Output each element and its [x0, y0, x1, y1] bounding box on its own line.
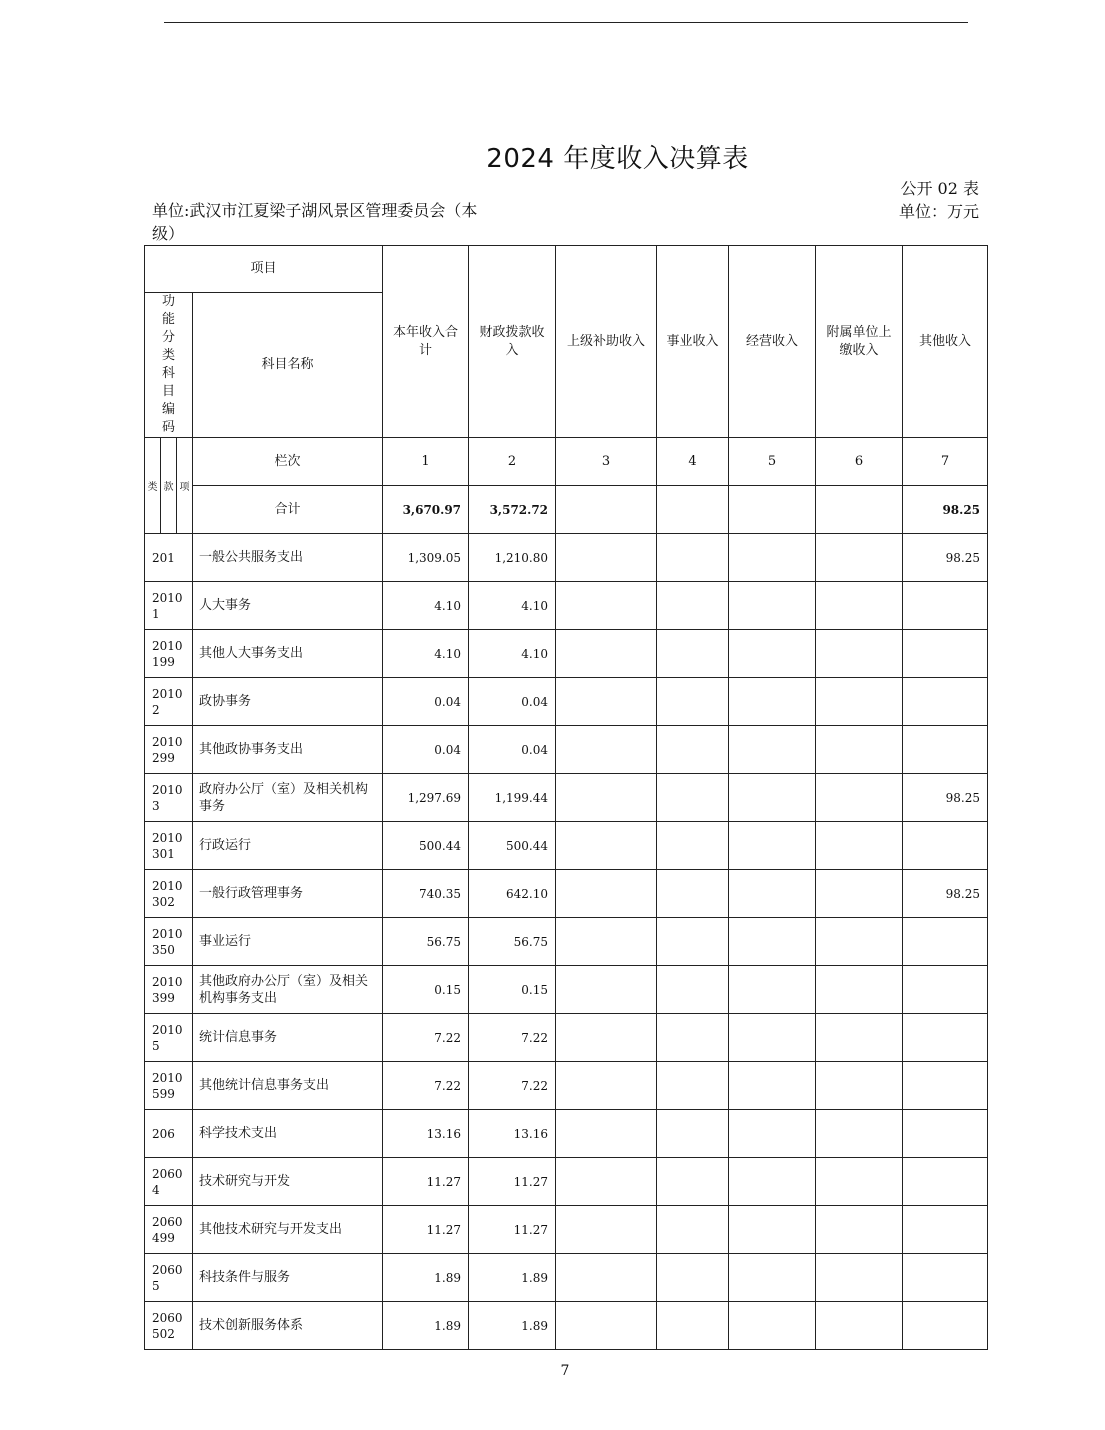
row-operating-income	[729, 1014, 816, 1062]
row-superior-subsidy	[556, 1110, 657, 1158]
row-code-text: 20604	[152, 1166, 183, 1197]
row-other-income	[903, 1206, 988, 1254]
row-code-text: 2060499	[152, 1214, 183, 1245]
row-business-income	[657, 534, 729, 582]
row-subject-name: 其他政府办公厅（室）及相关机构事务支出	[193, 966, 383, 1014]
row-code-text: 2010199	[152, 638, 183, 669]
row-total-income: 500.44	[383, 822, 469, 870]
row-other-income: 98.25	[903, 774, 988, 822]
row-total-income: 11.27	[383, 1158, 469, 1206]
table-row	[145, 870, 988, 918]
row-total-income: 11.27	[383, 1206, 469, 1254]
row-affiliated-income	[816, 918, 903, 966]
row-subject-name: 人大事务	[193, 582, 383, 630]
row-total-income: 1.89	[383, 1254, 469, 1302]
total-c6	[816, 486, 903, 534]
table-row	[145, 1110, 988, 1158]
lanci-7: 7	[903, 438, 988, 486]
row-total-income: 1,309.05	[383, 534, 469, 582]
header-project: 项目	[145, 246, 383, 293]
row-code	[145, 870, 193, 918]
row-other-income	[903, 1158, 988, 1206]
row-operating-income	[729, 774, 816, 822]
row-business-income	[657, 1062, 729, 1110]
row-business-income	[657, 582, 729, 630]
row-superior-subsidy	[556, 1062, 657, 1110]
table-row	[145, 1158, 988, 1206]
page-number: 7	[560, 1363, 570, 1379]
table-row	[145, 1254, 988, 1302]
row-total-income: 7.22	[383, 1014, 469, 1062]
row-total-income: 1,297.69	[383, 774, 469, 822]
row-other-income	[903, 966, 988, 1014]
row-operating-income	[729, 918, 816, 966]
row-business-income	[657, 966, 729, 1014]
row-code-text: 2010301	[152, 830, 183, 861]
row-operating-income	[729, 966, 816, 1014]
lanci-3: 3	[556, 438, 657, 486]
lanci-6: 6	[816, 438, 903, 486]
row-subject-name: 其他政协事务支出	[193, 726, 383, 774]
row-affiliated-income	[816, 1302, 903, 1350]
row-subject-name: 事业运行	[193, 918, 383, 966]
row-operating-income	[729, 1302, 816, 1350]
row-total-income: 740.35	[383, 870, 469, 918]
row-code-text: 20102	[152, 686, 183, 717]
row-business-income	[657, 774, 729, 822]
header-xiang: 项	[177, 438, 193, 534]
row-business-income	[657, 1302, 729, 1350]
row-code	[145, 822, 193, 870]
row-code-text: 2010350	[152, 926, 183, 957]
row-subject-name: 一般公共服务支出	[193, 534, 383, 582]
table-row	[145, 1302, 988, 1350]
row-operating-income	[729, 534, 816, 582]
row-other-income	[903, 1254, 988, 1302]
table-row	[145, 918, 988, 966]
row-total-income: 0.04	[383, 726, 469, 774]
page-title: 2024 年度收入决算表	[486, 144, 749, 174]
row-affiliated-income	[816, 1206, 903, 1254]
row-superior-subsidy	[556, 678, 657, 726]
row-business-income	[657, 630, 729, 678]
lanci-5: 5	[729, 438, 816, 486]
row-operating-income	[729, 726, 816, 774]
total-label: 合计	[193, 486, 383, 534]
row-subject-name: 行政运行	[193, 822, 383, 870]
row-total-income: 1.89	[383, 1302, 469, 1350]
row-fiscal-allocation: 1,199.44	[469, 774, 556, 822]
row-business-income	[657, 1254, 729, 1302]
row-business-income	[657, 870, 729, 918]
row-fiscal-allocation: 11.27	[469, 1158, 556, 1206]
row-subject-name: 政府办公厅（室）及相关机构事务	[193, 774, 383, 822]
row-fiscal-allocation: 0.04	[469, 678, 556, 726]
total-c5	[729, 486, 816, 534]
row-fiscal-allocation: 7.22	[469, 1014, 556, 1062]
row-code-text: 20605	[152, 1262, 183, 1293]
row-other-income	[903, 630, 988, 678]
row-fiscal-allocation: 1.89	[469, 1302, 556, 1350]
row-code	[145, 774, 193, 822]
row-business-income	[657, 1158, 729, 1206]
row-total-income: 4.10	[383, 630, 469, 678]
row-code	[145, 1254, 193, 1302]
row-affiliated-income	[816, 1062, 903, 1110]
row-superior-subsidy	[556, 630, 657, 678]
row-fiscal-allocation: 500.44	[469, 822, 556, 870]
row-superior-subsidy	[556, 1302, 657, 1350]
header-lanci: 栏次	[193, 438, 383, 486]
row-operating-income	[729, 822, 816, 870]
row-affiliated-income	[816, 966, 903, 1014]
row-other-income	[903, 1014, 988, 1062]
row-business-income	[657, 726, 729, 774]
table-row	[145, 630, 988, 678]
row-subject-name: 其他技术研究与开发支出	[193, 1206, 383, 1254]
row-code	[145, 918, 193, 966]
row-operating-income	[729, 630, 816, 678]
row-superior-subsidy	[556, 918, 657, 966]
header-subject-name: 科目名称	[193, 293, 383, 438]
row-code-text: 206	[152, 1126, 175, 1141]
row-code-text: 201	[152, 550, 175, 565]
total-c3	[556, 486, 657, 534]
table-row	[145, 1062, 988, 1110]
row-code	[145, 726, 193, 774]
row-superior-subsidy	[556, 534, 657, 582]
lanci-1: 1	[383, 438, 469, 486]
row-affiliated-income	[816, 1014, 903, 1062]
header-col5: 经营收入	[729, 246, 816, 438]
row-other-income: 98.25	[903, 870, 988, 918]
total-c7: 98.25	[903, 486, 988, 534]
row-operating-income	[729, 678, 816, 726]
row-operating-income	[729, 1254, 816, 1302]
header-kuan: 款	[161, 438, 177, 534]
row-superior-subsidy	[556, 582, 657, 630]
row-affiliated-income	[816, 870, 903, 918]
row-code	[145, 534, 193, 582]
header-col2: 财政拨款收入	[469, 246, 556, 438]
row-operating-income	[729, 1110, 816, 1158]
header-col7: 其他收入	[903, 246, 988, 438]
table-row	[145, 1014, 988, 1062]
income-settlement-table	[144, 245, 988, 1350]
row-code	[145, 1302, 193, 1350]
row-code-text: 20101	[152, 590, 183, 621]
row-subject-name: 技术创新服务体系	[193, 1302, 383, 1350]
row-superior-subsidy	[556, 966, 657, 1014]
header-func-code	[145, 293, 193, 438]
row-superior-subsidy	[556, 1206, 657, 1254]
row-subject-name: 政协事务	[193, 678, 383, 726]
table-row	[145, 1206, 988, 1254]
header-col6: 附属单位上缴收入	[816, 246, 903, 438]
row-affiliated-income	[816, 774, 903, 822]
top-rule	[164, 22, 968, 23]
row-business-income	[657, 1014, 729, 1062]
row-code-text: 20105	[152, 1022, 183, 1053]
row-subject-name: 其他人大事务支出	[193, 630, 383, 678]
table-row	[145, 534, 988, 582]
row-affiliated-income	[816, 1158, 903, 1206]
row-operating-income	[729, 1206, 816, 1254]
row-fiscal-allocation: 1,210.80	[469, 534, 556, 582]
row-operating-income	[729, 1062, 816, 1110]
row-other-income	[903, 918, 988, 966]
row-code	[145, 966, 193, 1014]
total-c4	[657, 486, 729, 534]
row-affiliated-income	[816, 1110, 903, 1158]
row-affiliated-income	[816, 822, 903, 870]
row-fiscal-allocation: 11.27	[469, 1206, 556, 1254]
table-row	[145, 822, 988, 870]
row-code	[145, 1062, 193, 1110]
row-fiscal-allocation: 56.75	[469, 918, 556, 966]
row-code	[145, 1110, 193, 1158]
row-code-text: 2010599	[152, 1070, 183, 1101]
row-code	[145, 582, 193, 630]
row-code-text: 2060502	[152, 1310, 183, 1341]
row-operating-income	[729, 582, 816, 630]
row-affiliated-income	[816, 534, 903, 582]
row-subject-name: 统计信息事务	[193, 1014, 383, 1062]
row-other-income	[903, 1062, 988, 1110]
row-affiliated-income	[816, 726, 903, 774]
row-operating-income	[729, 1158, 816, 1206]
row-fiscal-allocation: 7.22	[469, 1062, 556, 1110]
header-col4: 事业收入	[657, 246, 729, 438]
row-operating-income	[729, 870, 816, 918]
row-affiliated-income	[816, 678, 903, 726]
lanci-2: 2	[469, 438, 556, 486]
row-code-text: 2010302	[152, 878, 183, 909]
row-code-text: 2010299	[152, 734, 183, 765]
row-code	[145, 1158, 193, 1206]
table-row	[145, 774, 988, 822]
total-c1: 3,670.97	[383, 486, 469, 534]
row-business-income	[657, 1110, 729, 1158]
row-superior-subsidy	[556, 822, 657, 870]
row-total-income: 4.10	[383, 582, 469, 630]
row-superior-subsidy	[556, 1254, 657, 1302]
table-row	[145, 726, 988, 774]
header-func-code-text: 功能分类科目编码	[161, 294, 175, 435]
row-subject-name: 科技条件与服务	[193, 1254, 383, 1302]
row-business-income	[657, 822, 729, 870]
row-affiliated-income	[816, 1254, 903, 1302]
table-row	[145, 582, 988, 630]
total-c2: 3,572.72	[469, 486, 556, 534]
row-business-income	[657, 918, 729, 966]
header-col3: 上级补助收入	[556, 246, 657, 438]
row-other-income	[903, 1110, 988, 1158]
row-superior-subsidy	[556, 774, 657, 822]
row-code-text: 2010399	[152, 974, 183, 1005]
row-fiscal-allocation: 4.10	[469, 630, 556, 678]
row-code	[145, 1206, 193, 1254]
row-superior-subsidy	[556, 726, 657, 774]
row-superior-subsidy	[556, 870, 657, 918]
row-fiscal-allocation: 0.04	[469, 726, 556, 774]
row-fiscal-allocation: 1.89	[469, 1254, 556, 1302]
row-code-text: 20103	[152, 782, 183, 813]
row-fiscal-allocation: 642.10	[469, 870, 556, 918]
row-business-income	[657, 1206, 729, 1254]
row-subject-name: 技术研究与开发	[193, 1158, 383, 1206]
row-other-income	[903, 678, 988, 726]
row-fiscal-allocation: 0.15	[469, 966, 556, 1014]
row-other-income	[903, 1302, 988, 1350]
row-subject-name: 一般行政管理事务	[193, 870, 383, 918]
row-total-income: 56.75	[383, 918, 469, 966]
header-lei: 类	[145, 438, 161, 534]
row-other-income	[903, 822, 988, 870]
row-superior-subsidy	[556, 1014, 657, 1062]
row-affiliated-income	[816, 630, 903, 678]
row-code	[145, 678, 193, 726]
row-subject-name: 其他统计信息事务支出	[193, 1062, 383, 1110]
table-row	[145, 966, 988, 1014]
row-fiscal-allocation: 13.16	[469, 1110, 556, 1158]
reporting-unit: 单位:武汉市江夏梁子湖风景区管理委员会（本级）	[152, 201, 478, 243]
header-col1: 本年收入合计	[383, 246, 469, 438]
row-code	[145, 630, 193, 678]
row-other-income	[903, 582, 988, 630]
row-business-income	[657, 678, 729, 726]
table-row	[145, 678, 988, 726]
row-total-income: 0.04	[383, 678, 469, 726]
row-total-income: 0.15	[383, 966, 469, 1014]
row-subject-name: 科学技术支出	[193, 1110, 383, 1158]
row-total-income: 13.16	[383, 1110, 469, 1158]
row-affiliated-income	[816, 582, 903, 630]
currency-unit: 单位：万元	[898, 202, 979, 221]
lanci-4: 4	[657, 438, 729, 486]
row-superior-subsidy	[556, 1158, 657, 1206]
row-fiscal-allocation: 4.10	[469, 582, 556, 630]
row-total-income: 7.22	[383, 1062, 469, 1110]
row-code	[145, 1014, 193, 1062]
row-other-income: 98.25	[903, 534, 988, 582]
form-number: 公开 02 表	[900, 179, 979, 198]
row-other-income	[903, 726, 988, 774]
